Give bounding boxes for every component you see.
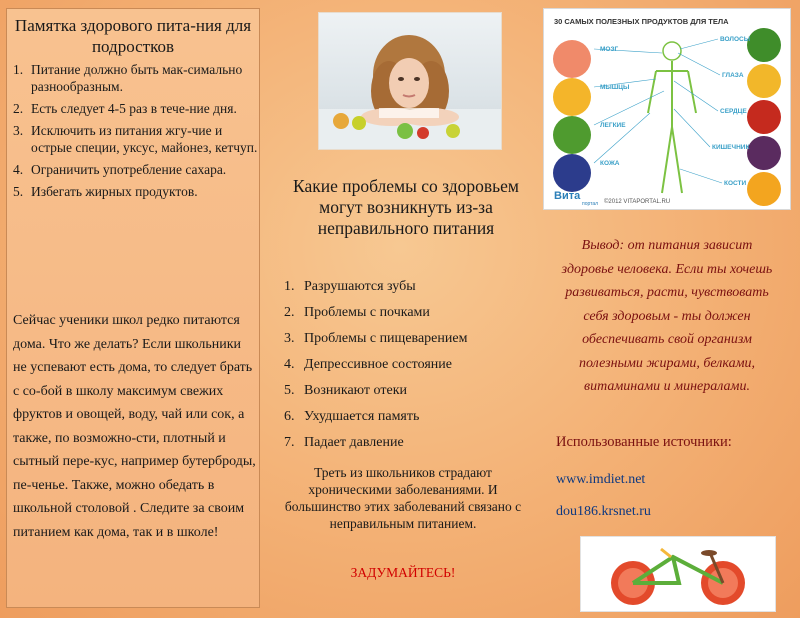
item-number: 3. bbox=[13, 123, 24, 138]
item-text: Проблемы с почками bbox=[304, 305, 430, 320]
item-text: Ухудшается память bbox=[304, 409, 420, 424]
warning-text: ЗАДУМАЙТЕСЬ! bbox=[350, 565, 456, 580]
item-text: Избегать жирных продуктов. bbox=[31, 184, 198, 199]
item-number: 5. bbox=[284, 383, 295, 398]
item-text: Разрушаются зубы bbox=[304, 279, 416, 294]
brand-logo: Вита bbox=[554, 190, 581, 202]
item-number: 4. bbox=[284, 357, 295, 372]
item-number: 3. bbox=[284, 331, 295, 346]
memo-title: Памятка здорового пита-ния для подростков bbox=[14, 16, 252, 56]
item-text: Есть следует 4-5 раз в тече-ние дня. bbox=[31, 101, 237, 116]
list-item bbox=[284, 408, 534, 434]
item-number: 1. bbox=[284, 279, 295, 294]
girl-with-fruit-photo bbox=[318, 12, 502, 150]
copyright: ©2012 VITAPORTAL.RU bbox=[604, 199, 671, 205]
list-item bbox=[284, 356, 534, 382]
memo-panel bbox=[6, 8, 260, 608]
item-text: Проблемы с пищеварением bbox=[304, 331, 468, 346]
item-number: 2. bbox=[13, 101, 24, 116]
healthy-foods-infographic bbox=[543, 8, 791, 210]
item-number: 6. bbox=[284, 409, 295, 424]
list-item bbox=[13, 100, 259, 117]
list-item bbox=[13, 122, 259, 156]
label-intestine: КИШЕЧНИК bbox=[712, 144, 750, 151]
infographic-title: 30 САМЫХ ПОЛЕЗНЫХ ПРОДУКТОВ ДЛЯ ТЕЛА bbox=[554, 17, 729, 26]
item-number: 7. bbox=[284, 435, 295, 450]
school-advice-paragraph: Сейчас ученики школ редко питаются дома. Что же делать? Если школьники не успевают есть дома, то следует брать с со-бой в школу максимум свежих фруктов и овощей, воду, чай или сок, а также, по возможно-сти, плотный и сытный пере-кус, например бутерброды, пе-ченье. Также, можно обедать в школьной столовой . Следите за своим питанием как дома, так и в школе! bbox=[13, 313, 256, 540]
vegetable-bicycle-photo bbox=[580, 536, 776, 612]
item-text: Питание должно быть мак-симально разнообразным. bbox=[31, 62, 243, 94]
label-bones: КОСТИ bbox=[724, 180, 747, 187]
item-number: 5. bbox=[13, 184, 24, 199]
sources-heading: Использованные источники: bbox=[556, 434, 732, 450]
list-item bbox=[284, 278, 534, 304]
list-item bbox=[13, 61, 259, 95]
label-hair: ВОЛОСЫ bbox=[720, 36, 751, 43]
item-text: Возникают отеки bbox=[304, 383, 407, 398]
label-lungs: ЛЕГКИЕ bbox=[600, 122, 626, 129]
label-eyes: ГЛАЗА bbox=[722, 72, 744, 79]
problems-list bbox=[284, 278, 534, 460]
item-number: 2. bbox=[284, 305, 295, 320]
conclusion-text: Вывод: от питания зависит здоровье человека. Если ты хочешь развиваться, расти, чувствовать себя здоровым - ты должен обеспечивать свой организм полезными жирами, белками, витаминами и минералами. bbox=[561, 238, 773, 394]
list-item bbox=[284, 304, 534, 330]
item-number: 1. bbox=[13, 62, 24, 77]
item-text: Падает давление bbox=[304, 435, 404, 450]
source-link-dou186[interactable]: dou186.krsnet.ru bbox=[556, 504, 651, 519]
item-text: Ограничить употребление сахара. bbox=[31, 162, 227, 177]
source-link-imdiet[interactable]: www.imdiet.net bbox=[556, 472, 646, 487]
problems-heading: Какие проблемы со здоровьем могут возникнуть из-за неправильного питания bbox=[293, 176, 519, 238]
label-brain: МОЗГ bbox=[600, 46, 619, 53]
list-item bbox=[13, 183, 259, 200]
brand-subtitle: портал bbox=[582, 201, 599, 207]
tips-list bbox=[7, 61, 259, 200]
label-muscles: МЫШЦЫ bbox=[600, 84, 630, 91]
item-text: Исключить из питания жгу-чие и острые специи, уксус, майонез, кетчуп. bbox=[31, 123, 258, 155]
list-item bbox=[284, 330, 534, 356]
list-item bbox=[13, 161, 259, 178]
statistics-note: Треть из школьников страдают хроническими заболеваниями. И большинство этих заболеваний связано с неправильным питанием. bbox=[284, 465, 522, 531]
list-item bbox=[284, 382, 534, 408]
label-skin: КОЖА bbox=[600, 160, 620, 167]
item-number: 4. bbox=[13, 162, 24, 177]
label-heart: СЕРДЦЕ bbox=[720, 108, 747, 115]
list-item bbox=[284, 434, 534, 460]
item-text: Депрессивное состояние bbox=[304, 357, 452, 372]
